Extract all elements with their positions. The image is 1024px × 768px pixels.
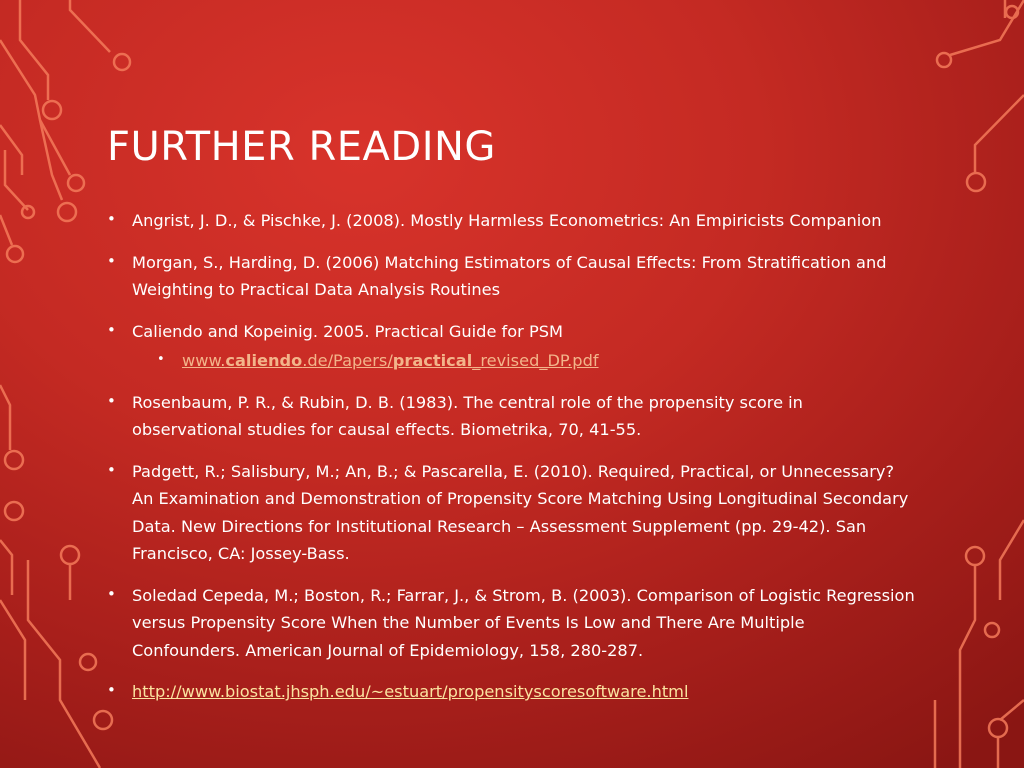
bullet-icon: • [107,251,116,270]
bullet-icon: • [107,584,116,603]
reference-text: Morgan, S., Harding, D. (2006) Matching Estimators of Causal Effects: From Stratification and Weighting to Practical Data Analysis Routines [132,252,887,299]
reference-text: Padgett, R.; Salisbury, M.; An, B.; & Pascarella, E. (2010). Required, Practical, or Unnecessary? An Examination and Demonstration of Propensity Score Matching Using Longitudinal Secondary Data. New Directions for Institutional Research – Assessment Supplement (pp. 29-42). San Francisco, CA: Jossey-Bass. [132,461,909,563]
reference-list [107,207,917,706]
reference-item [107,389,917,444]
reference-subitem [107,347,917,375]
reference-item [107,458,917,568]
reference-item [107,678,917,706]
bullet-icon: • [107,320,116,339]
bullet-icon: • [107,391,116,410]
biostat-software-link[interactable]: http://www.biostat.jhsph.edu/~estuart/propensityscoresoftware.html [132,682,689,701]
sub-bullet-icon: • [157,352,165,367]
reference-item [107,582,917,665]
slide-title: FURTHER READING [107,124,496,170]
reference-text: Caliendo and Kopeinig. 2005. Practical Guide for PSM [132,321,563,341]
reference-item [107,249,917,304]
bullet-icon: • [107,210,116,228]
reference-text: Rosenbaum, P. R., & Rubin, D. B. (1983). The central role of the propensity score in observational studies for causal effects. Biometrika, 70, 41-55. [132,392,803,439]
bullet-icon: • [107,460,116,479]
reference-text: Soledad Cepeda, M.; Boston, R.; Farrar, J., & Strom, B. (2003). Comparison of Logistic Regression versus Propensity Score When the Number of Events Is Low and There Are Multiple Confounders. American Journal of Epidemiology, 158, 280-287. [132,585,915,660]
bullet-icon: • [107,681,116,699]
reference-text: Angrist, J. D., & Pischke, J. (2008). Mostly Harmless Econometrics: An Empiricists Companion [132,211,882,230]
reference-item [107,318,917,346]
reference-item [107,207,917,235]
caliendo-paper-link[interactable]: www.caliendo.de/Papers/practical_revised_DP.pdf [182,351,599,370]
